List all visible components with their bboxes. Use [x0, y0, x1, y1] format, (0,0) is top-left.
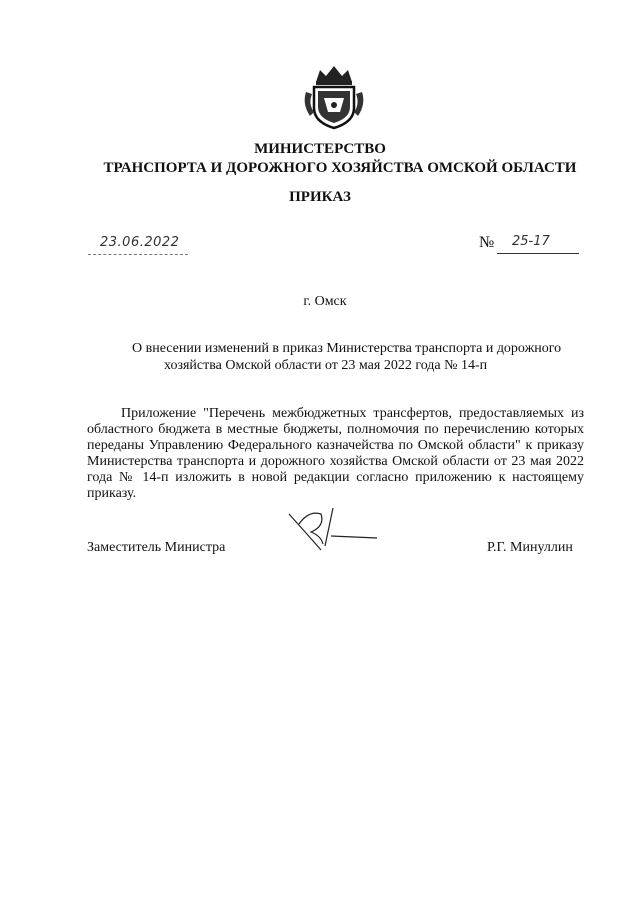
date-underline: [88, 254, 188, 255]
org-line-1: МИНИСТЕРСТВО: [254, 141, 386, 157]
city: г. Омск: [303, 294, 347, 309]
handwritten-signature-icon: [285, 506, 380, 556]
omsk-coat-of-arms-icon: [300, 62, 368, 130]
title-line-1: О внесении изменений в приказ Министерства транспорта и дорожного: [132, 341, 562, 356]
document-type: ПРИКАЗ: [289, 189, 351, 205]
body-paragraph: Приложение "Перечень межбюджетных трансфертов, предоставляемых из областного бюджета в местные бюджеты, полномочия по перечислению которых переданы Управлению Федерального казначейства по Омской области" к приказу Министерства транспорта и дорожного хозяйства Омской области от 23 мая 2022 года № 14-п изложить в новой редакции согласно приложению к настоящему приказу.: [87, 406, 584, 501]
document-date: 23.06.2022: [100, 235, 180, 250]
number-underline: [497, 253, 579, 254]
number-label: №: [479, 234, 495, 251]
signatory-role: Заместитель Министра: [87, 540, 226, 555]
document-number: 25-17: [512, 234, 550, 249]
organization-name: [0, 140, 640, 178]
signatory-name: Р.Г. Минуллин: [487, 540, 573, 555]
title-line-2: хозяйства Омской области от 23 мая 2022 года № 14-п: [164, 358, 488, 373]
document-title: [120, 340, 590, 374]
org-line-2: ТРАНСПОРТА И ДОРОЖНОГО ХОЗЯЙСТВА ОМСКОЙ ОБЛАСТИ: [103, 160, 577, 176]
